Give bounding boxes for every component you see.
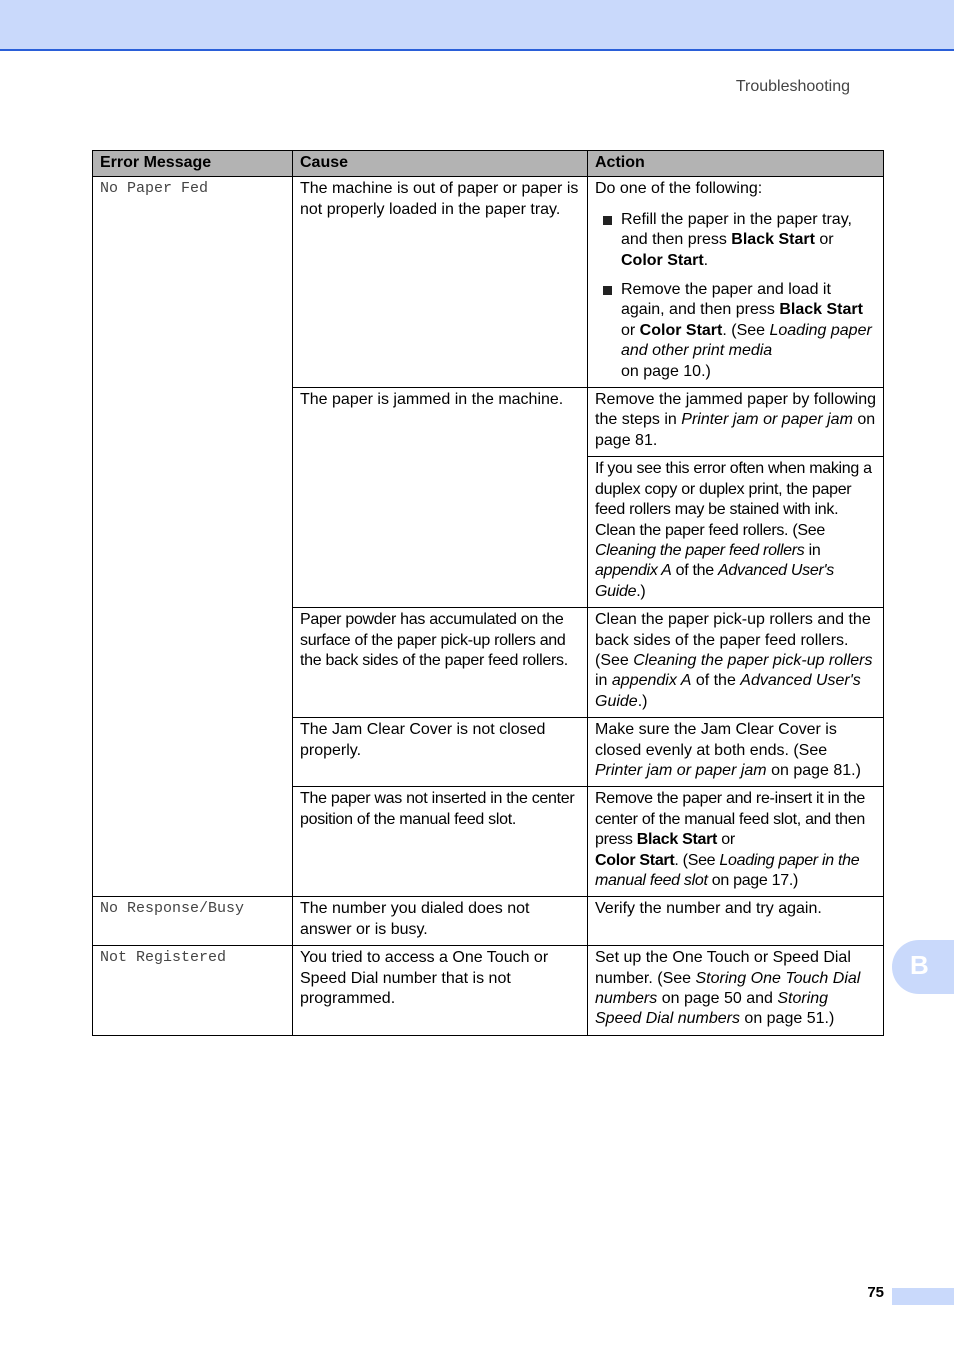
appendix-tab [892, 940, 954, 994]
black-start-key: Black Start [779, 301, 863, 319]
reference-link: Loading paper in the manual feed slot [595, 851, 860, 889]
action-out-of-paper [588, 177, 884, 388]
error-message-table [92, 150, 884, 1036]
action-paper-powder: Clean the paper pick-up rollers and the back sides of the paper feed rollers. (See Cleaning the paper pick-up rollers in appendix A of the Advanced User's Guide.) [588, 608, 884, 718]
color-start-key: Color Start [621, 251, 704, 269]
reference-link: Cleaning the paper feed rollers [595, 541, 805, 559]
reference-link: Storing One Touch Dial numbers [595, 969, 861, 1008]
color-start-key: Color Start [595, 851, 675, 869]
section-title: Troubleshooting [735, 78, 850, 95]
action-jam-clear-cover: Make sure the Jam Clear Cover is closed evenly at both ends. (See Printer jam or paper jam on page 81.) [588, 718, 884, 787]
black-start-key: Black Start [731, 231, 815, 249]
cause-jammed: The paper is jammed in the machine. [293, 388, 588, 608]
reference-link: Loading paper and other print media [621, 321, 872, 360]
cause-not-programmed: You tried to access a One Touch or Speed Dial number that is not programmed. [293, 946, 588, 1036]
cause-out-of-paper: The machine is out of paper or paper is not properly loaded in the paper tray. [293, 177, 588, 388]
cause-manual-feed-slot: The paper was not inserted in the center position of the manual feed slot. [293, 787, 588, 897]
table-row [93, 946, 884, 1036]
black-start-key: Black Start [636, 831, 718, 849]
action-jam-duplex: If you see this error often when making a duplex copy or duplex print, the paper feed rollers may be stained with ink. Clean the paper feed rollers. (See Cleaning the paper feed rollers in appendix A of the Advanced User's Guide.) [588, 457, 884, 608]
footer-bar [892, 1288, 954, 1305]
table-header-row [93, 151, 884, 177]
reference-link: Printer jam or paper jam [595, 761, 767, 779]
action-jam-steps: Remove the jammed paper by following the steps in Printer jam or paper jam on page 81. [588, 388, 884, 457]
table-row [93, 177, 884, 388]
cause-busy: The number you dialed does not answer or is busy. [293, 897, 588, 946]
appendix-tab-label: B [910, 950, 929, 980]
reference-link: Storing Speed Dial numbers [595, 990, 829, 1028]
header-action: Action [588, 151, 884, 177]
table-row [93, 897, 884, 946]
error-no-paper-fed: No Paper Fed [93, 177, 293, 897]
action-intro: Do one of the following: [595, 180, 763, 198]
header-error-message: Error Message [93, 151, 293, 177]
color-start-key: Color Start [639, 321, 723, 339]
page-number: 75 [867, 1284, 884, 1301]
action-busy: Verify the number and try again. [588, 897, 884, 946]
reference-link: Printer jam or paper jam [681, 411, 853, 429]
list-item: Refill the paper in the paper tray, and then press Black Start or Color Start. [595, 210, 877, 271]
action-manual-feed-slot: Remove the paper and re-insert it in the center of the manual feed slot, and then press Black Start or Color Start. (See Loading paper in the manual feed slot on page 17.) [588, 787, 884, 897]
reference-link: Cleaning the paper pick-up rollers [633, 651, 873, 669]
error-not-registered: Not Registered [93, 946, 293, 1036]
header-cause: Cause [293, 151, 588, 177]
list-item: Remove the paper and load it again, and then press Black Start or Color Start. (See Loading paper and other print media on page 10.) [595, 280, 877, 382]
action-not-programmed: Set up the One Touch or Speed Dial number. (See Storing One Touch Dial numbers on page 50 and Storing Speed Dial numbers on page 51.) [588, 946, 884, 1036]
cause-paper-powder: Paper powder has accumulated on the surface of the paper pick-up rollers and the back sides of the paper feed rollers. [293, 608, 588, 718]
cause-jam-clear-cover: The Jam Clear Cover is not closed properly. [293, 718, 588, 787]
header-band [0, 0, 954, 51]
error-no-response-busy: No Response/Busy [93, 897, 293, 946]
